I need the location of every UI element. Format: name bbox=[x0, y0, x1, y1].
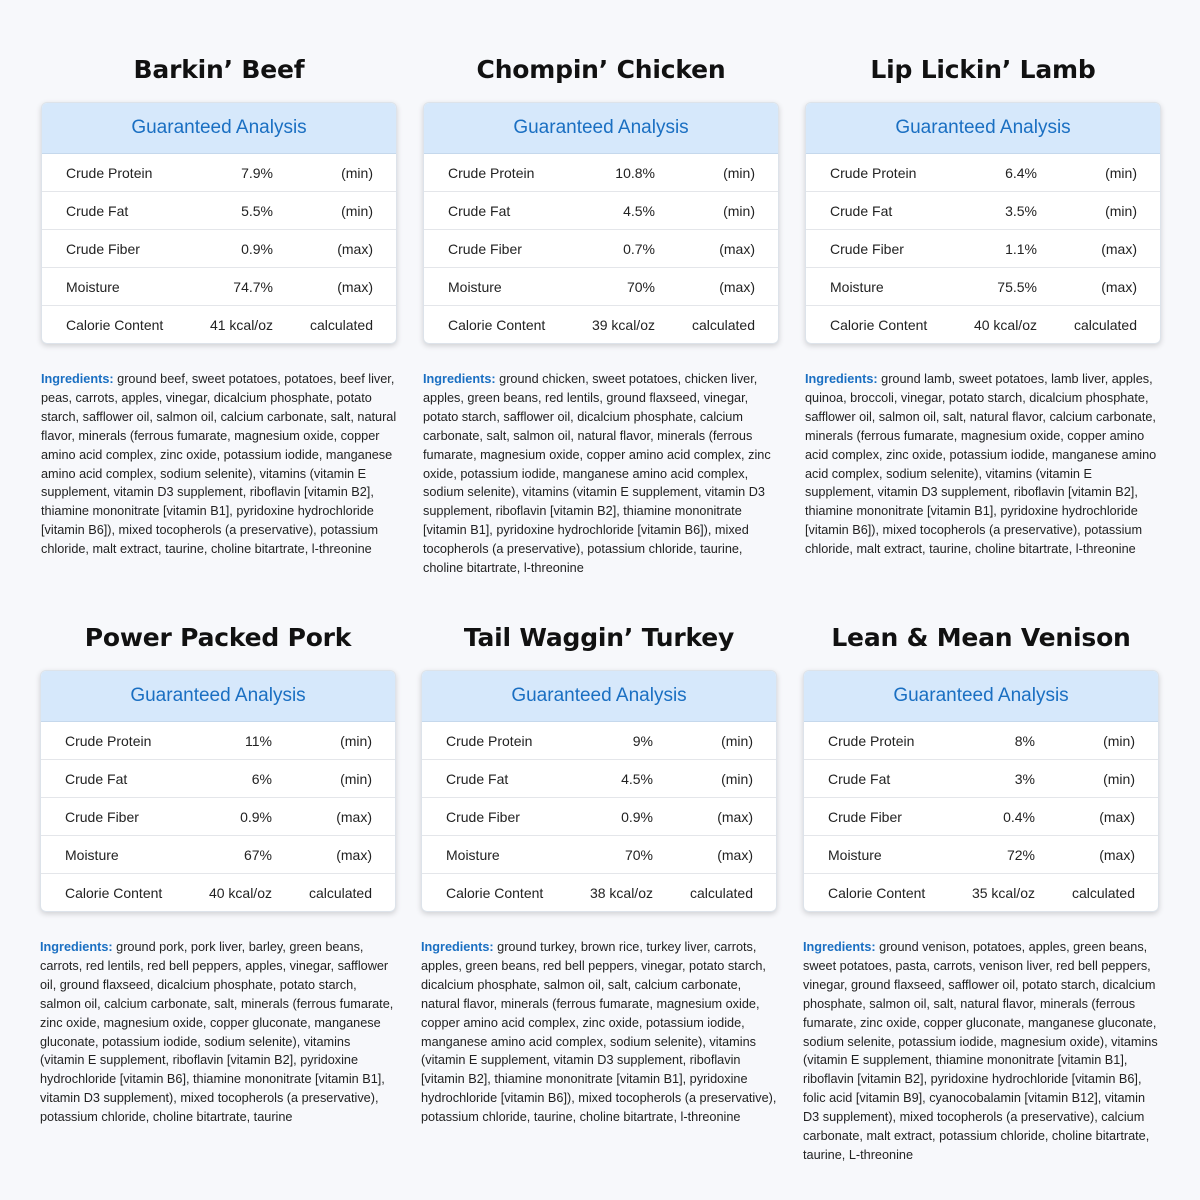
nutrient-value: 1.1% bbox=[1005, 240, 1037, 257]
ingredients-text bbox=[423, 370, 779, 578]
ingredients-label: Ingredients: bbox=[41, 372, 114, 386]
nutrient-qualifier: (min) bbox=[723, 202, 755, 219]
ingredients-list: ground turkey, brown rice, turkey liver, carrots, apples, green beans, red bell peppers, vinegar, potato starch, dicalcium phosphate, salmon oil, salt, calcium carbonate, natural flavor, minerals (ferrous fumarate, magnesium oxide, copper amino acid complex, zinc oxide, potassium iodide, manganese amino acid complex, sodium selenite), vitamins (vitamin E supplement, vitamin D3 supplement, riboflavin [vitamin B2], thiamine mononitrate [vitamin B1], pyridoxine hydrochloride [vitamin B6]), mixed tocopherols (a preservative), potassium chloride, taurine, choline bitartrate, l-threonine bbox=[421, 940, 777, 1125]
ingredients-list: ground beef, sweet potatoes, potatoes, beef liver, peas, carrots, apples, vinegar, dicalcium phosphate, potato starch, safflower oil, salmon oil, calcium carbonate, salt, natural flavor, minerals (ferrous fumarate, magnesium oxide, copper amino acid complex, zinc oxide, potassium iodide, manganese amino acid complex, sodium selenite), vitamins (vitamin E supplement, vitamin D3 supplement, riboflavin [vitamin B2], thiamine mononitrate [vitamin B1], pyridoxine hydrochloride [vitamin B6]), mixed tocopherols (a preservative), potassium chloride, malt extract, taurine, choline bitartrate, l-threonine bbox=[41, 372, 397, 557]
nutrient-qualifier: (max) bbox=[1099, 808, 1135, 825]
nutrient-value: 6% bbox=[251, 770, 272, 787]
nutrient-label: Crude Fat bbox=[66, 202, 129, 219]
nutrient-qualifier: calculated bbox=[1071, 884, 1135, 901]
nutrient-qualifier: (max) bbox=[717, 808, 753, 825]
product-card-venison bbox=[803, 616, 1159, 1178]
nutrient-label: Crude Fiber bbox=[830, 240, 904, 257]
nutrient-label: Crude Fiber bbox=[65, 808, 139, 825]
product-card-turkey bbox=[421, 616, 777, 1140]
nutrient-qualifier: (max) bbox=[336, 846, 372, 863]
product-title: Tail Waggin’ Turkey bbox=[463, 623, 735, 652]
table-row bbox=[804, 873, 1158, 911]
nutrient-label: Crude Protein bbox=[448, 164, 535, 181]
table-row bbox=[424, 229, 778, 267]
table-row bbox=[42, 229, 396, 267]
nutrient-qualifier: (max) bbox=[1101, 240, 1137, 257]
nutrient-value: 70% bbox=[626, 278, 655, 295]
table-row bbox=[424, 154, 778, 191]
table-row bbox=[424, 191, 778, 229]
nutrient-qualifier: (min) bbox=[340, 770, 372, 787]
table-header: Guaranteed Analysis bbox=[42, 103, 396, 154]
nutrient-qualifier: calculated bbox=[309, 316, 373, 333]
nutrient-label: Moisture bbox=[66, 278, 120, 295]
table-row bbox=[42, 305, 396, 343]
table-row bbox=[424, 305, 778, 343]
nutrient-value: 0.9% bbox=[241, 240, 273, 257]
nutrient-qualifier: (min) bbox=[1103, 770, 1135, 787]
table-row bbox=[422, 797, 776, 835]
table-row bbox=[804, 722, 1158, 759]
nutrient-label: Crude Fat bbox=[448, 202, 511, 219]
product-title: Barkin’ Beef bbox=[133, 55, 305, 84]
table-row bbox=[41, 873, 395, 911]
table-row bbox=[42, 154, 396, 191]
nutrient-label: Crude Fiber bbox=[828, 808, 902, 825]
guaranteed-analysis-table bbox=[805, 102, 1161, 344]
nutrient-label: Calorie Content bbox=[65, 884, 163, 901]
nutrient-qualifier: (max) bbox=[719, 240, 755, 257]
table-body bbox=[804, 722, 1158, 911]
table-body bbox=[422, 722, 776, 911]
nutrient-label: Crude Protein bbox=[66, 164, 153, 181]
table-row bbox=[42, 191, 396, 229]
nutrient-value: 0.9% bbox=[240, 808, 272, 825]
nutrient-label: Moisture bbox=[446, 846, 500, 863]
nutrient-qualifier: (min) bbox=[341, 164, 373, 181]
nutrient-value: 6.4% bbox=[1005, 164, 1037, 181]
nutrient-qualifier: calculated bbox=[689, 884, 753, 901]
nutrient-label: Moisture bbox=[65, 846, 119, 863]
table-row bbox=[422, 873, 776, 911]
table-header: Guaranteed Analysis bbox=[804, 671, 1158, 722]
nutrient-qualifier: (min) bbox=[341, 202, 373, 219]
product-title: Chompin’ Chicken bbox=[476, 55, 726, 84]
table-row bbox=[41, 722, 395, 759]
table-row bbox=[41, 797, 395, 835]
table-header: Guaranteed Analysis bbox=[41, 671, 395, 722]
nutrient-value: 67% bbox=[243, 846, 272, 863]
table-header: Guaranteed Analysis bbox=[806, 103, 1160, 154]
product-title: Lip Lickin’ Lamb bbox=[870, 55, 1096, 84]
nutrient-value: 9% bbox=[632, 732, 653, 749]
ingredients-list: ground venison, potatoes, apples, green beans, sweet potatoes, pasta, carrots, venison liver, red bell peppers, vinegar, ground flaxseed, safflower oil, potato starch, dicalcium phosphate, salmon oil, salt, natural flavor, minerals (ferrous fumarate, zinc oxide, copper gluconate, manganese gluconate, sodium selenite, potassium iodide, magnesium oxide), vitamins (vitamin E supplement, thiamine mononitrate [vitamin B1], riboflavin [vitamin B2], pyridoxine hydrochloride [vitamin B6], folic acid [vitamin B9], cyanocobalamin [vitamin B12], vitamin D3 supplement), mixed tocopherols (a preservative), calcium carbonate, malt extract, potassium chloride, choline bitartrate, taurine, L-threonine bbox=[803, 940, 1158, 1162]
nutrient-value: 4.5% bbox=[621, 770, 653, 787]
ingredients-text bbox=[40, 938, 396, 1127]
guaranteed-analysis-table bbox=[41, 102, 397, 344]
nutrient-label: Calorie Content bbox=[66, 316, 164, 333]
nutrient-label: Crude Fat bbox=[446, 770, 509, 787]
nutrient-qualifier: (max) bbox=[717, 846, 753, 863]
table-row bbox=[422, 722, 776, 759]
nutrient-qualifier: (min) bbox=[723, 164, 755, 181]
nutrient-qualifier: (min) bbox=[1105, 202, 1137, 219]
table-header: Guaranteed Analysis bbox=[424, 103, 778, 154]
ingredients-label: Ingredients: bbox=[423, 372, 496, 386]
nutrient-value: 0.9% bbox=[621, 808, 653, 825]
nutrient-qualifier: (max) bbox=[719, 278, 755, 295]
nutrient-label: Crude Protein bbox=[828, 732, 915, 749]
table-body bbox=[42, 154, 396, 343]
ingredients-label: Ingredients: bbox=[421, 940, 494, 954]
guaranteed-analysis-table bbox=[421, 670, 777, 912]
ingredients-text bbox=[421, 938, 777, 1127]
product-title: Power Packed Pork bbox=[84, 623, 352, 652]
ingredients-label: Ingredients: bbox=[805, 372, 878, 386]
nutrient-value: 35 kcal/oz bbox=[971, 884, 1035, 901]
nutrient-label: Crude Fiber bbox=[448, 240, 522, 257]
table-body bbox=[806, 154, 1160, 343]
table-row bbox=[804, 797, 1158, 835]
nutrient-label: Moisture bbox=[448, 278, 502, 295]
nutrient-qualifier: (max) bbox=[1099, 846, 1135, 863]
table-row bbox=[806, 267, 1160, 305]
table-row bbox=[422, 835, 776, 873]
nutrient-label: Crude Protein bbox=[446, 732, 533, 749]
nutrient-qualifier: (max) bbox=[337, 240, 373, 257]
nutrient-label: Crude Fiber bbox=[446, 808, 520, 825]
ingredients-text bbox=[41, 370, 397, 559]
table-header: Guaranteed Analysis bbox=[422, 671, 776, 722]
nutrient-label: Calorie Content bbox=[448, 316, 546, 333]
table-row bbox=[422, 759, 776, 797]
table-row bbox=[806, 305, 1160, 343]
nutrient-label: Calorie Content bbox=[828, 884, 926, 901]
nutrient-qualifier: (min) bbox=[721, 732, 753, 749]
nutrient-label: Crude Fat bbox=[828, 770, 891, 787]
table-body bbox=[424, 154, 778, 343]
nutrient-label: Calorie Content bbox=[446, 884, 544, 901]
guaranteed-analysis-table bbox=[803, 670, 1159, 912]
nutrient-qualifier: calculated bbox=[308, 884, 372, 901]
nutrient-value: 72% bbox=[1006, 846, 1035, 863]
table-row bbox=[806, 229, 1160, 267]
nutrient-value: 0.4% bbox=[1003, 808, 1035, 825]
table-row bbox=[41, 759, 395, 797]
guaranteed-analysis-table bbox=[423, 102, 779, 344]
ingredients-label: Ingredients: bbox=[40, 940, 113, 954]
nutrient-qualifier: (max) bbox=[337, 278, 373, 295]
nutrient-value: 75.5% bbox=[997, 278, 1037, 295]
nutrient-label: Moisture bbox=[830, 278, 884, 295]
nutrient-qualifier: calculated bbox=[691, 316, 755, 333]
nutrient-value: 8% bbox=[1014, 732, 1035, 749]
nutrient-qualifier: calculated bbox=[1073, 316, 1137, 333]
nutrient-label: Calorie Content bbox=[830, 316, 928, 333]
nutrient-value: 4.5% bbox=[623, 202, 655, 219]
ingredients-label: Ingredients: bbox=[803, 940, 876, 954]
product-card-pork bbox=[40, 616, 396, 1140]
nutrient-label: Crude Fat bbox=[830, 202, 893, 219]
nutrient-qualifier: (max) bbox=[336, 808, 372, 825]
guaranteed-analysis-table bbox=[40, 670, 396, 912]
nutrient-value: 39 kcal/oz bbox=[591, 316, 655, 333]
table-row bbox=[41, 835, 395, 873]
table-row bbox=[806, 154, 1160, 191]
table-row bbox=[806, 191, 1160, 229]
nutrient-label: Crude Fiber bbox=[66, 240, 140, 257]
nutrient-label: Crude Protein bbox=[65, 732, 152, 749]
nutrient-value: 70% bbox=[624, 846, 653, 863]
nutrient-value: 74.7% bbox=[233, 278, 273, 295]
nutrient-value: 41 kcal/oz bbox=[209, 316, 273, 333]
product-card-lamb bbox=[805, 48, 1161, 572]
nutrient-value: 11% bbox=[245, 732, 272, 749]
nutrient-label: Crude Fat bbox=[65, 770, 128, 787]
nutrient-qualifier: (min) bbox=[1103, 732, 1135, 749]
table-row bbox=[424, 267, 778, 305]
nutrient-value: 38 kcal/oz bbox=[589, 884, 653, 901]
nutrient-value: 5.5% bbox=[241, 202, 273, 219]
ingredients-list: ground pork, pork liver, barley, green beans, carrots, red lentils, red bell peppers, apples, vinegar, safflower oil, ground flaxseed, dicalcium phosphate, potato starch, salmon oil, calcium carbonate, salt, minerals (ferrous fumarate, zinc oxide, magnesium oxide, copper gluconate, manganese gluconate, potassium iodide, sodium selenite), vitamins (vitamin E supplement, riboflavin [vitamin B2], pyridoxine hydrochloride [vitamin B6], thiamine mononitrate [vitamin B1], vitamin D3 supplement), mixed tocopherols (a preservative), potassium chloride, choline bitartrate, taurine bbox=[40, 940, 394, 1125]
nutrient-label: Moisture bbox=[828, 846, 882, 863]
table-row bbox=[804, 759, 1158, 797]
ingredients-list: ground lamb, sweet potatoes, lamb liver, apples, quinoa, broccoli, vinegar, potato starch, dicalcium phosphate, safflower oil, salmon oil, salt, natural flavor, calcium carbonate, minerals (ferrous fumarate, magnesium oxide, copper amino acid complex, zinc oxide, potassium iodide, manganese amino acid complex, sodium selenite), vitamins (vitamin E supplement, vitamin D3 supplement, riboflavin [vitamin B2], thiamine mononitrate [vitamin B1], pyridoxine hydrochloride [vitamin B6]), mixed tocopherols (a preservative), potassium chloride, malt extract, taurine, choline bitartrate, l-threonine bbox=[805, 372, 1157, 557]
product-card-beef bbox=[41, 48, 397, 572]
nutrient-qualifier: (min) bbox=[1105, 164, 1137, 181]
nutrient-label: Crude Protein bbox=[830, 164, 917, 181]
table-row bbox=[804, 835, 1158, 873]
product-card-chicken bbox=[423, 48, 779, 591]
nutrient-value: 0.7% bbox=[623, 240, 655, 257]
ingredients-text bbox=[805, 370, 1161, 559]
ingredients-text bbox=[803, 938, 1159, 1165]
nutrient-value: 7.9% bbox=[241, 164, 273, 181]
product-title: Lean & Mean Venison bbox=[831, 623, 1131, 652]
nutrient-value: 3.5% bbox=[1005, 202, 1037, 219]
table-row bbox=[42, 267, 396, 305]
nutrient-value: 40 kcal/oz bbox=[973, 316, 1037, 333]
nutrient-qualifier: (min) bbox=[721, 770, 753, 787]
ingredients-list: ground chicken, sweet potatoes, chicken liver, apples, green beans, red lentils, ground flaxseed, vinegar, potato starch, safflower oil, dicalcium phosphate, calcium carbonate, salt, salmon oil, natural flavor, minerals (ferrous fumarate, magnesium oxide, copper amino acid complex, zinc oxide, potassium iodide, manganese amino acid complex, sodium selenite), vitamins (vitamin E supplement, vitamin D3 supplement, riboflavin [vitamin B2], thiamine mononitrate [vitamin B1], pyridoxine hydrochloride [vitamin B6]), mixed tocopherols (a preservative), potassium chloride, taurine, choline bitartrate, l-threonine bbox=[423, 372, 771, 576]
nutrient-qualifier: (max) bbox=[1101, 278, 1137, 295]
nutrient-value: 40 kcal/oz bbox=[208, 884, 272, 901]
nutrient-value: 10.8% bbox=[615, 164, 655, 181]
nutrient-qualifier: (min) bbox=[340, 732, 372, 749]
nutrient-value: 3% bbox=[1014, 770, 1035, 787]
table-body bbox=[41, 722, 395, 911]
